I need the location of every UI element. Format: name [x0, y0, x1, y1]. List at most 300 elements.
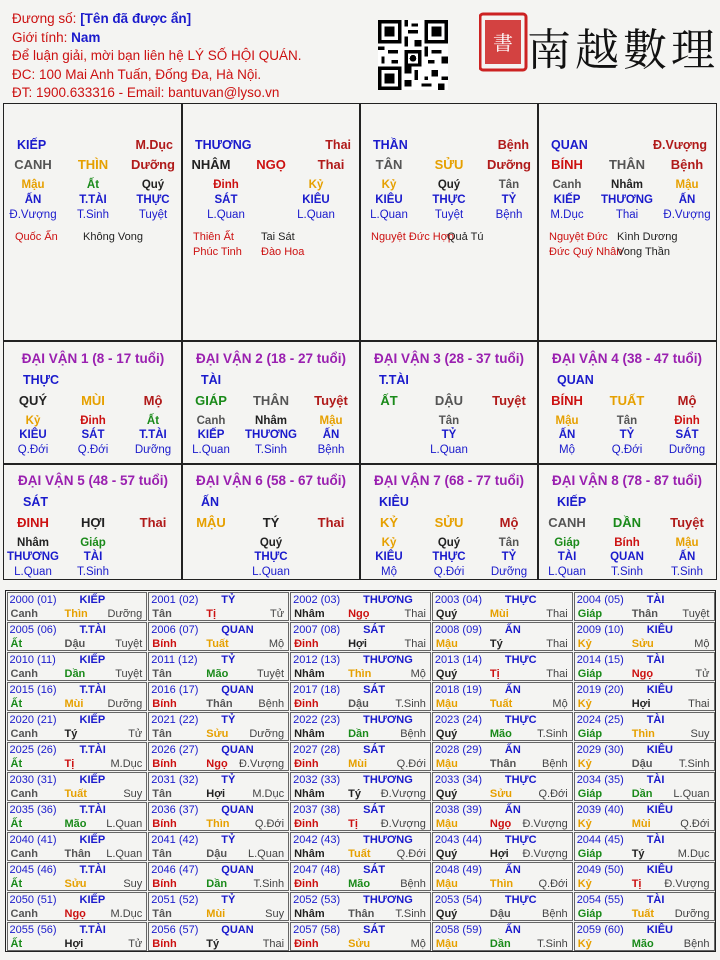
year-cell[interactable] [574, 802, 715, 831]
year-label: 2007 (08) [293, 623, 341, 636]
year-label: 2034 (35) [576, 773, 624, 786]
pillar-stem-branch: NGỌ [256, 157, 286, 172]
year-god: THỰC [504, 653, 537, 666]
life-stage: Đ.Vượng [522, 817, 568, 830]
pillar-stem-branch: MẬU [196, 515, 226, 530]
hidden-god [359, 428, 419, 442]
year-branch: Tị [64, 757, 75, 770]
life-stage: Suy [123, 787, 143, 800]
year-branch: Hợi [631, 697, 651, 710]
pillar-stem-branch: DẦN [612, 515, 642, 530]
year-label: 2041 (42) [151, 833, 199, 846]
header [12, 10, 301, 103]
year-branch: Thìn [631, 727, 655, 740]
year-stem: Tân [152, 907, 172, 920]
dai-van-cell[interactable] [3, 344, 183, 462]
gender-value: Nam [71, 29, 101, 45]
year-stem: Nhâm [294, 667, 325, 680]
dai-van-title: ĐẠI VẬN 8 (78 - 87 tuổi) [551, 473, 703, 488]
year-cell[interactable] [148, 862, 289, 891]
year-label: 2001 (02) [151, 593, 199, 606]
year-label: 2057 (58) [293, 923, 341, 936]
life-stage: Q.Đới [611, 444, 643, 456]
year-stem: Canh [10, 727, 38, 740]
year-cell[interactable] [432, 712, 573, 741]
year-branch: Ngọ [489, 817, 512, 830]
year-cell[interactable] [290, 862, 431, 891]
year-stem: Ất [10, 697, 23, 710]
hidden-stem [123, 536, 183, 550]
year-cell[interactable] [148, 682, 289, 711]
year-cell[interactable] [432, 622, 573, 651]
year-stem: Ất [10, 757, 23, 770]
year-branch: Sửu [206, 727, 229, 740]
year-label: 2059 (60) [576, 923, 624, 936]
year-table [5, 590, 716, 952]
life-stage: L.Quan [207, 209, 245, 221]
year-god: T.TÀI [79, 683, 106, 696]
life-stage: L.Quan [192, 444, 230, 456]
year-stem: Tân [152, 607, 172, 620]
dai-van-cell[interactable] [359, 466, 539, 584]
year-god: T.TÀI [79, 623, 106, 636]
pillar-stem-branch: Mộ [143, 393, 163, 408]
year-branch: Dậu [631, 757, 653, 770]
year-label: 2027 (28) [293, 743, 341, 756]
hidden-god: THƯƠNG [245, 429, 297, 441]
life-stage [181, 565, 241, 579]
year-cell[interactable] [7, 712, 148, 741]
year-stem: Canh [10, 787, 38, 800]
life-stage: Bệnh [541, 757, 568, 770]
star-name: Đào Hoa [261, 245, 305, 258]
life-stage: L.Quan [297, 209, 335, 221]
year-stem: Nhâm [294, 847, 325, 860]
pillar-stem-branch: DẬU [434, 393, 464, 408]
life-stage: Q.Đới [538, 877, 568, 890]
year-cell[interactable] [574, 622, 715, 651]
year-god: ẤN [504, 863, 521, 876]
year-label: 2014 (15) [576, 653, 624, 666]
year-stem: Canh [10, 847, 38, 860]
year-cell[interactable] [7, 892, 148, 921]
hidden-stem: Nhâm [611, 179, 643, 191]
year-stem: Nhâm [294, 787, 325, 800]
year-stem: Mậu [435, 817, 458, 830]
year-label: 2026 (27) [151, 743, 199, 756]
year-branch: Tị [206, 607, 217, 620]
life-stage: T.Sinh [395, 907, 426, 920]
life-stage: T.Sinh [77, 209, 109, 221]
year-cell[interactable] [290, 922, 431, 951]
life-stage: Thai [546, 607, 568, 620]
life-stage: Tử [695, 667, 710, 680]
year-label: 2049 (50) [576, 863, 624, 876]
year-branch: Mão [206, 667, 229, 680]
year-label: 2006 (07) [151, 623, 199, 636]
year-cell[interactable] [574, 772, 715, 801]
pillar-stem-branch: Dưỡng [131, 157, 175, 172]
life-stage: Tuyệt [434, 209, 464, 221]
divider [3, 340, 717, 342]
year-branch: Thân [489, 757, 517, 770]
life-stage: T.Sinh [537, 937, 568, 950]
year-stem: Quý [435, 787, 458, 800]
year-god: THỰC [504, 893, 537, 906]
year-branch: Sửu [348, 937, 371, 950]
year-stem: Đinh [294, 817, 319, 830]
address-line: ĐC: 100 Mai Anh Tuấn, Đống Đa, Hà Nội. [12, 66, 262, 82]
hidden-stem: Tân [498, 537, 520, 549]
qr-code-icon[interactable] [378, 20, 448, 90]
year-label: 2028 (29) [434, 743, 482, 756]
star-name: Nguyệt Đức [549, 231, 608, 243]
year-cell[interactable] [290, 712, 431, 741]
year-god: THƯƠNG [363, 773, 413, 786]
pillar-stem-branch: Mộ [499, 515, 519, 530]
pillar-god: M.Dục [135, 138, 173, 152]
star-name: Phúc Tinh [193, 245, 242, 258]
hidden-god: THỰC [432, 194, 466, 206]
natal-pillar[interactable] [181, 110, 361, 340]
year-branch: Dần [489, 937, 511, 950]
year-cell[interactable] [432, 682, 573, 711]
year-cell[interactable] [574, 592, 715, 621]
year-stem: Quý [435, 727, 458, 740]
dai-van-cell[interactable] [537, 344, 717, 462]
hidden-god [123, 550, 183, 564]
year-cell[interactable] [7, 832, 148, 861]
year-cell[interactable] [290, 892, 431, 921]
hidden-stem: Đinh [213, 179, 239, 191]
year-label: 2002 (03) [293, 593, 341, 606]
life-stage: Dưỡng [107, 607, 143, 620]
year-cell[interactable] [148, 802, 289, 831]
year-branch: Tý [489, 637, 503, 650]
hidden-stem: Nhâm [17, 537, 49, 549]
year-stem: Tân [152, 727, 172, 740]
year-stem: Nhâm [294, 727, 325, 740]
pillar-stem-branch: THÂN [252, 393, 290, 408]
pillar-stem-branch: CANH [14, 157, 52, 172]
year-cell[interactable] [574, 712, 715, 741]
life-stage: L.Quan [248, 847, 285, 860]
hidden-god: KIÊU [375, 194, 403, 206]
year-branch: Tị [348, 817, 358, 830]
year-cell[interactable] [148, 772, 289, 801]
life-stage: L.Quan [14, 566, 52, 578]
hidden-god [479, 428, 539, 442]
hidden-stem: Tân [438, 415, 460, 427]
year-stem: Tân [152, 847, 172, 860]
year-god: T.TÀI [79, 923, 106, 936]
year-stem: Quý [435, 667, 458, 680]
pillar-stem-branch: BÍNH [551, 157, 583, 172]
hidden-stem: Nhâm [255, 415, 287, 427]
life-stage: M.Dục [252, 787, 285, 800]
year-cell[interactable] [432, 892, 573, 921]
year-cell[interactable] [432, 742, 573, 771]
pillar-stem-branch: Tuyệt [670, 515, 704, 530]
year-stem: Ất [10, 637, 23, 650]
hidden-god: TỶ [619, 429, 635, 441]
year-cell[interactable] [432, 922, 573, 951]
hidden-god: THƯƠNG [601, 194, 653, 206]
year-cell[interactable] [7, 772, 148, 801]
life-stage: Q.Đới [680, 817, 710, 830]
hidden-god: TỶ [441, 429, 457, 441]
year-stem: Đinh [294, 697, 319, 710]
year-branch: Thìn [206, 817, 230, 830]
contact-line: Để luận giải, mời bạn liên hệ LÝ SỐ HỘI QUÁN. [12, 48, 302, 63]
hidden-god: ẤN [678, 551, 696, 563]
life-stage: Đ.Vượng [522, 847, 568, 860]
hidden-god: TỶ [501, 194, 517, 206]
year-cell[interactable] [290, 682, 431, 711]
pillar-stem-branch: NHÂM [191, 157, 231, 172]
year-branch: Mùi [631, 817, 651, 830]
hidden-god: T.TÀI [139, 429, 167, 441]
year-label: 2016 (17) [151, 683, 199, 696]
life-stage: Bệnh [400, 877, 426, 890]
life-stage [123, 565, 183, 579]
dai-van-title: ĐẠI VẬN 6 (58 - 67 tuổi) [195, 473, 347, 488]
year-label: 2025 (26) [9, 743, 57, 756]
pillar-stem-branch: Bệnh [670, 157, 704, 172]
life-stage: Đ.Vượng [380, 787, 426, 800]
year-cell[interactable] [7, 592, 148, 621]
year-stem: Bính [152, 637, 177, 650]
year-branch: Dần [206, 877, 228, 890]
year-cell[interactable] [574, 832, 715, 861]
year-branch: Hợi [206, 787, 226, 800]
natal-pillar[interactable] [359, 110, 539, 340]
year-label: 2051 (52) [151, 893, 199, 906]
year-cell[interactable] [290, 802, 431, 831]
year-cell[interactable] [7, 802, 148, 831]
year-god: TÀI [646, 773, 665, 786]
pillar-stem-branch: Tuyệt [492, 393, 526, 408]
year-branch: Mùi [489, 607, 509, 620]
year-god: TỶ [221, 653, 236, 666]
natal-pillar[interactable] [3, 110, 183, 340]
pillar-stem-branch: Thai [139, 515, 167, 530]
life-stage: Thai [546, 667, 568, 680]
year-cell[interactable] [148, 622, 289, 651]
year-cell[interactable] [574, 862, 715, 891]
year-cell[interactable] [432, 772, 573, 801]
year-cell[interactable] [148, 892, 289, 921]
pillar-god: SÁT [23, 495, 48, 509]
year-god: KIÊU [646, 623, 673, 636]
pillar-stem-branch: ĐINH [17, 515, 49, 530]
year-god: QUAN [221, 623, 254, 636]
year-cell[interactable] [290, 742, 431, 771]
year-cell[interactable] [7, 742, 148, 771]
year-cell[interactable] [290, 832, 431, 861]
year-branch: Tý [64, 727, 78, 740]
life-stage: Tuyệt [115, 667, 143, 680]
dai-van-title: ĐẠI VẬN 4 (38 - 47 tuổi) [551, 351, 703, 366]
life-stage: Mộ [552, 697, 568, 710]
star-name: Quốc Ấn [15, 231, 58, 243]
year-stem: Canh [10, 607, 38, 620]
year-cell[interactable] [432, 862, 573, 891]
pillar-stem-branch: HỢI [80, 515, 106, 530]
year-branch: Dậu [489, 907, 511, 920]
life-stage: Dưỡng [668, 444, 706, 456]
year-branch: Tý [206, 937, 220, 950]
dai-van-title: ĐẠI VẬN 2 (18 - 27 tuổi) [195, 351, 347, 366]
year-label: 2008 (09) [434, 623, 482, 636]
pillar-stem-branch: MÙI [81, 393, 105, 408]
year-stem: Giáp [577, 727, 603, 740]
life-stage: Tử [128, 727, 143, 740]
year-stem: Ất [10, 877, 23, 890]
year-cell[interactable] [7, 622, 148, 651]
dai-van-cell[interactable] [181, 466, 361, 584]
year-stem: Mậu [435, 697, 458, 710]
year-cell[interactable] [7, 652, 148, 681]
hidden-god: THƯƠNG [7, 551, 59, 563]
year-branch: Dần [631, 787, 653, 800]
year-cell[interactable] [148, 832, 289, 861]
year-stem: Giáp [577, 607, 603, 620]
life-stage [479, 443, 539, 457]
year-label: 2044 (45) [576, 833, 624, 846]
gender-label: Giới tính: [12, 29, 68, 45]
life-stage: L.Quan [106, 847, 143, 860]
life-stage: Tuyệt [256, 667, 285, 680]
life-stage: Mộ [268, 637, 285, 650]
year-cell[interactable] [148, 592, 289, 621]
dai-van-cell[interactable] [3, 466, 183, 584]
pillar-stem-branch: SỬU [434, 515, 464, 530]
hidden-stem: Kỷ [381, 179, 397, 191]
year-cell[interactable] [148, 922, 289, 951]
year-branch: Thìn [64, 607, 88, 620]
life-stage: Q.Đới [433, 566, 465, 578]
pillar-god: KIẾP [557, 495, 587, 509]
year-branch: Mùi [206, 907, 226, 920]
hidden-stem: Mậu [675, 179, 699, 191]
dai-van-cell[interactable] [537, 466, 717, 584]
year-cell[interactable] [290, 772, 431, 801]
year-cell[interactable] [432, 652, 573, 681]
year-branch: Mão [489, 727, 512, 740]
hidden-god: THỰC [136, 194, 170, 206]
year-label: 2023 (24) [434, 713, 482, 726]
year-cell[interactable] [148, 712, 289, 741]
hidden-god: T.TÀI [79, 194, 107, 206]
dai-van-cell[interactable] [359, 344, 539, 462]
life-stage: Q.Đới [396, 847, 426, 860]
natal-pillar[interactable] [537, 110, 717, 340]
year-god: QUAN [221, 803, 254, 816]
seal-icon [479, 12, 529, 76]
year-god: SÁT [363, 623, 386, 636]
year-branch: Mùi [64, 697, 84, 710]
year-cell[interactable] [432, 832, 573, 861]
star-name: Nguyệt Đức Hợp [371, 231, 455, 243]
year-cell[interactable] [432, 802, 573, 831]
year-label: 2036 (37) [151, 803, 199, 816]
year-branch: Sửu [631, 637, 654, 650]
life-stage: T.Sinh [537, 727, 568, 740]
year-cell[interactable] [7, 862, 148, 891]
year-cell[interactable] [574, 922, 715, 951]
year-cell[interactable] [290, 592, 431, 621]
year-stem: Nhâm [294, 607, 325, 620]
hidden-stem: Mậu [675, 537, 699, 549]
year-stem: Ất [10, 817, 23, 830]
year-label: 2022 (23) [293, 713, 341, 726]
year-cell[interactable] [574, 742, 715, 771]
life-stage: Thai [688, 697, 710, 710]
year-cell[interactable] [574, 652, 715, 681]
year-stem: Quý [435, 907, 458, 920]
year-branch: Dần [348, 727, 369, 740]
life-stage: Suy [690, 727, 710, 740]
year-cell[interactable] [290, 622, 431, 651]
year-god: QUAN [221, 743, 254, 756]
year-god: THỰC [504, 773, 537, 786]
life-stage: Bệnh [317, 444, 345, 456]
life-stage: Q.Đới [17, 444, 49, 456]
year-cell[interactable] [432, 592, 573, 621]
name-label: Đương số: [12, 11, 77, 26]
dai-van-cell[interactable] [181, 344, 361, 462]
pillar-stem-branch: BÍNH [551, 393, 583, 408]
year-god: QUAN [221, 863, 254, 876]
life-stage: Q.Đới [77, 444, 109, 456]
year-cell[interactable] [7, 922, 148, 951]
year-cell[interactable] [148, 652, 289, 681]
year-branch: Ngọ [206, 757, 228, 770]
year-branch: Thân [631, 607, 658, 620]
life-stage: Tuyệt [115, 637, 143, 650]
year-stem: Mậu [435, 637, 458, 650]
year-cell[interactable] [574, 892, 715, 921]
year-label: 2021 (22) [151, 713, 199, 726]
star-name: Không Vong [83, 231, 143, 243]
hidden-stem: Ất [86, 179, 100, 191]
pillar-god: QUAN [551, 138, 588, 152]
hidden-stem: Canh [552, 179, 582, 191]
hidden-god: KIẾP [553, 194, 581, 206]
year-cell[interactable] [7, 682, 148, 711]
hidden-god: KIÊU [19, 429, 47, 441]
logo-text: 南越數理 [527, 25, 719, 76]
year-branch: Tuất [348, 847, 371, 860]
year-cell[interactable] [148, 742, 289, 771]
year-stem: Tân [152, 667, 172, 680]
year-cell[interactable] [290, 652, 431, 681]
year-god: THƯƠNG [363, 713, 413, 726]
year-god: TỶ [221, 773, 236, 786]
year-god: KIẾP [79, 773, 106, 786]
year-god: SÁT [363, 923, 386, 936]
year-stem: Kỷ [577, 757, 592, 770]
phone-email-line: ĐT: 1900.633316 - Email: bantuvan@lyso.vn [12, 85, 280, 100]
year-branch: Hợi [64, 937, 84, 950]
hidden-god: ẤN [558, 429, 576, 441]
year-label: 2055 (56) [9, 923, 57, 936]
year-branch: Tị [631, 877, 642, 890]
year-cell[interactable] [574, 682, 715, 711]
year-god: T.TÀI [79, 863, 106, 876]
year-god: TỶ [221, 833, 236, 846]
